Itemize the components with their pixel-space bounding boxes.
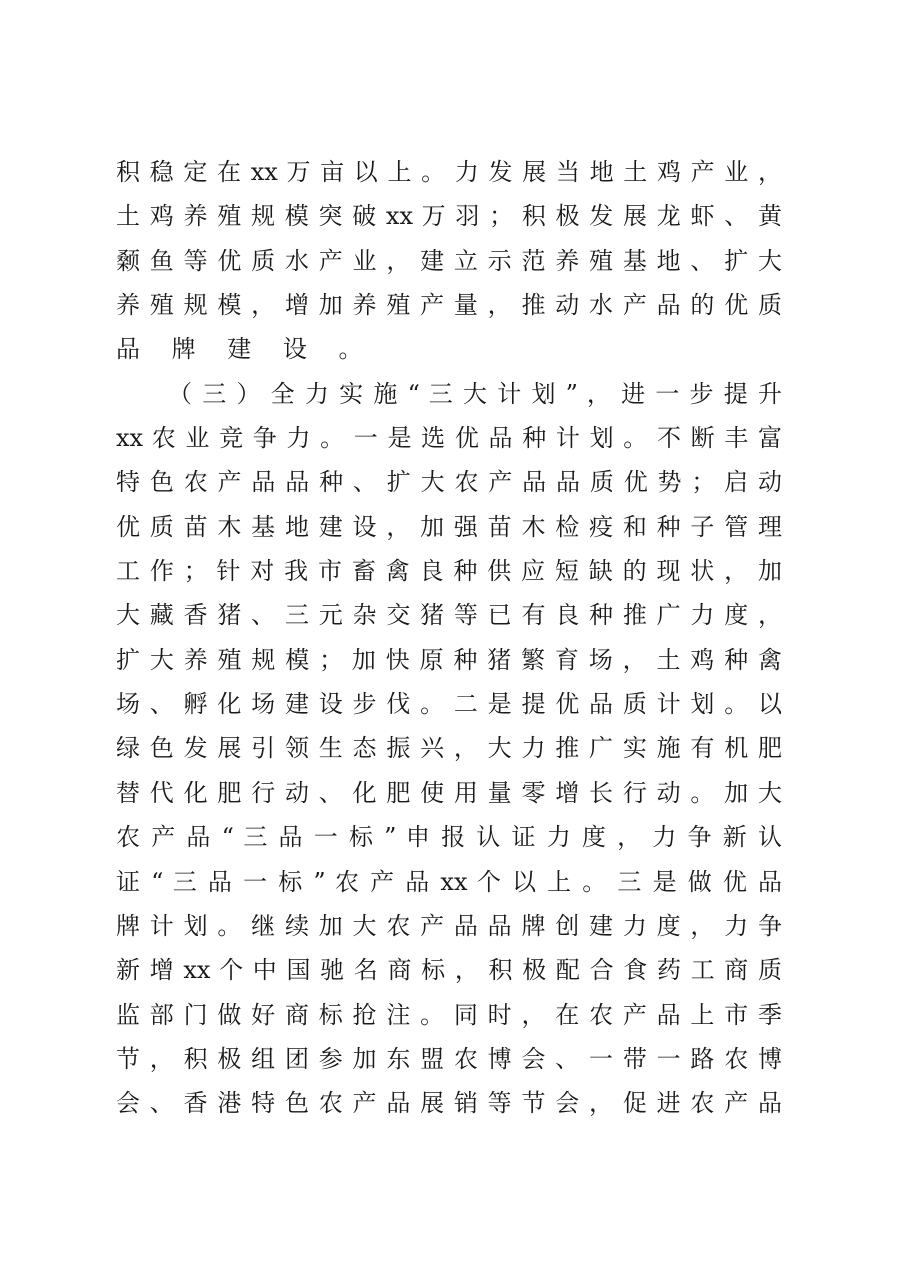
paragraph-1: [116, 150, 782, 372]
text-line: 积 稳 定 在 xx 万 亩 以 上 。 力 发 展 当 地 土 鸡 产 业 ，: [116, 158, 782, 186]
text-line: 会 、 香 港 特 色 农 产 品 展 销 等 节 会 ， 促 进 农 产 品: [116, 1089, 782, 1118]
text-line: 新 增 xx 个 中 国 驰 名 商 标 ， 积 极 配 合 食 药 工 商 质: [116, 956, 782, 985]
text-line: 扩 大 养 殖 规 模 ； 加 快 原 种 猪 繁 育 场 ， 土 鸡 种 禽: [116, 645, 782, 674]
text-line: 证 “ 三 品 一 标 ” 农 产 品 xx 个 以 上 。 三 是 做 优 品: [116, 867, 782, 896]
text-line: 颡 鱼 等 优 质 水 产 业 ， 建 立 示 范 养 殖 基 地 、 扩 大: [116, 246, 782, 275]
text-line: 农 产 品 “ 三 品 一 标 ” 申 报 认 证 力 度 ， 力 争 新 认: [116, 823, 782, 852]
text-line: 牌 计 划 。 继 续 加 大 农 产 品 品 牌 创 建 力 度 ， 力 争: [116, 911, 782, 940]
text-line: 节 ， 积 极 组 团 参 加 东 盟 农 博 会 、 一 带 一 路 农 博: [116, 1044, 782, 1073]
text-line: 工 作 ； 针 对 我 市 畜 禽 良 种 供 应 短 缺 的 现 状 ， 加: [116, 557, 782, 586]
text-line: 养 殖 规 模 ， 增 加 养 殖 产 量 ， 推 动 水 产 品 的 优 质: [116, 291, 782, 320]
text-line: 场 、 孵 化 场 建 设 步 伐 。 二 是 提 优 品 质 计 划 。 以: [116, 690, 782, 719]
text-line: 品 牌 建 设 。: [116, 335, 375, 364]
text-line: 绿 色 发 展 引 领 生 态 振 兴 ， 大 力 推 广 实 施 有 机 肥: [116, 734, 782, 763]
text-line: 大 藏 香 猪 、 三 元 杂 交 猪 等 已 有 良 种 推 广 力 度 ，: [116, 601, 782, 630]
document-body: [116, 150, 782, 1126]
text-line: （ 三 ） 全 力 实 施 “ 三 大 计 划 ” ， 进 一 步 提 升: [168, 379, 782, 408]
text-line: 监 部 门 做 好 商 标 抢 注 。 同 时 ， 在 农 产 品 上 市 季: [116, 1000, 782, 1029]
text-line: xx 农 业 竞 争 力 。 一 是 选 优 品 种 计 划 。 不 断 丰 富: [116, 424, 782, 453]
text-line: 特 色 农 产 品 品 种 、 扩 大 农 产 品 品 质 优 势 ； 启 动: [116, 468, 782, 497]
text-line: 替 代 化 肥 行 动 、 化 肥 使 用 量 零 增 长 行 动 。 加 大: [116, 778, 782, 807]
text-line: 土 鸡 养 殖 规 模 突 破 xx 万 羽 ； 积 极 发 展 龙 虾 、 黄: [116, 202, 782, 231]
text-line: 优 质 苗 木 基 地 建 设 ， 加 强 苗 木 检 疫 和 种 子 管 理: [116, 512, 782, 541]
paragraph-2: [116, 372, 782, 1126]
